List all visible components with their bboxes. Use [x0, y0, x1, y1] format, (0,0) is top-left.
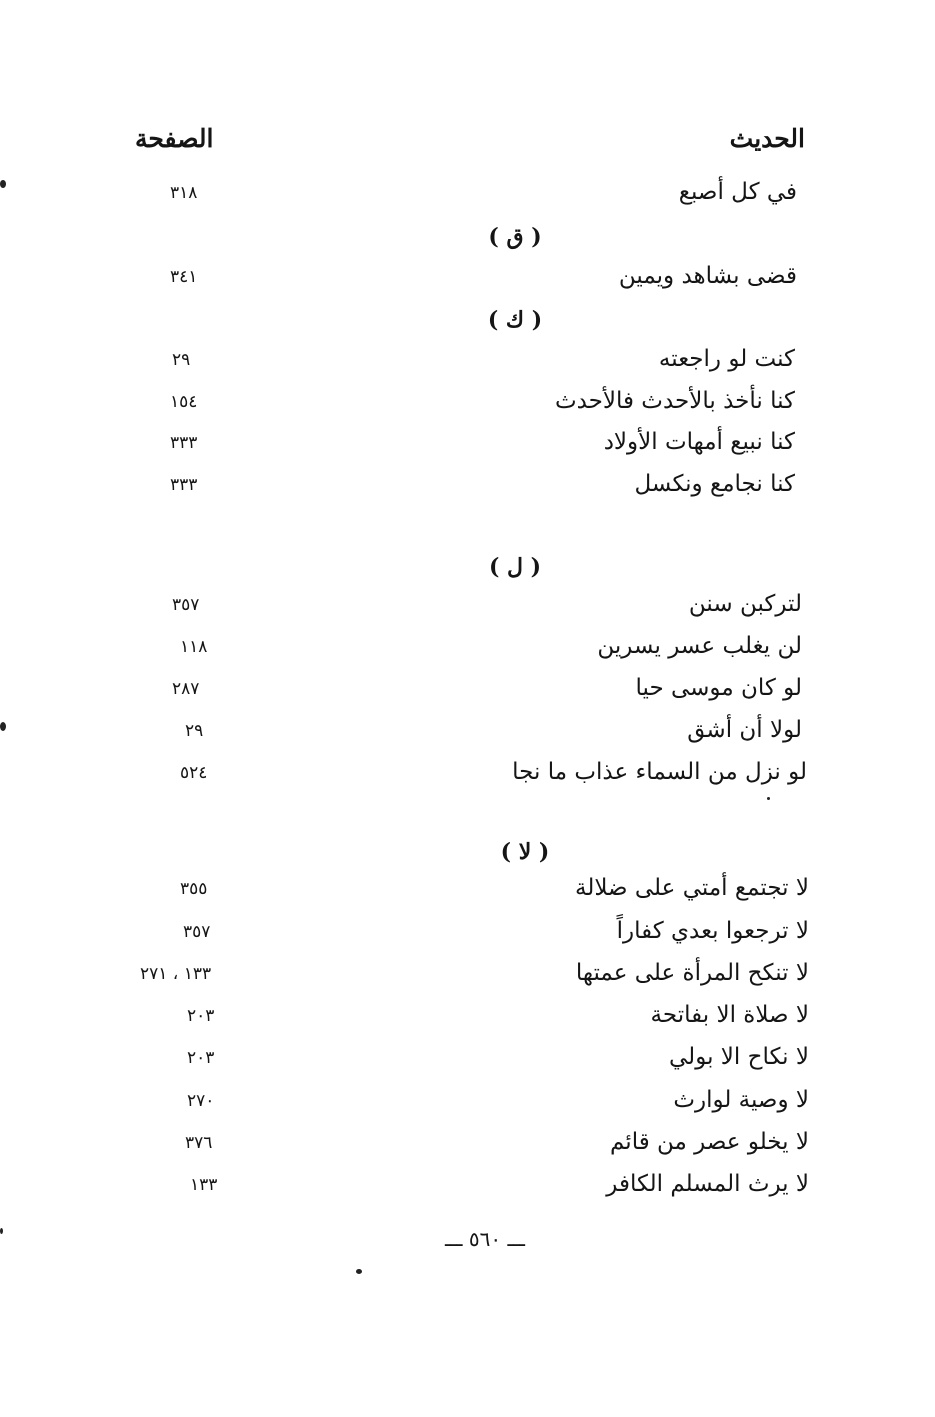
list-item	[0, 710, 935, 750]
list-item	[0, 995, 935, 1035]
scan-speck	[0, 180, 6, 188]
page-number: ٣٥٥	[180, 879, 208, 899]
page-number-footer: ـــ ٥٦٠ ـــ	[444, 1227, 526, 1251]
section-letter-lam: ( ل )	[488, 554, 542, 580]
list-item	[0, 1164, 935, 1204]
list-item	[0, 381, 935, 421]
page-number: ١٥٤	[170, 392, 198, 412]
list-item	[0, 911, 935, 951]
page-number: ٢٨٧	[172, 679, 200, 699]
page-number: ٣٣٣	[170, 433, 198, 453]
list-item	[0, 668, 935, 708]
list-item	[0, 1122, 935, 1162]
hadith-text: لا تجتمع أمتي على ضلالة	[574, 875, 809, 901]
scan-speck	[0, 722, 6, 731]
hadith-text: لا يخلو عصر من قائم	[609, 1129, 809, 1155]
section-letter-lamalif: ( لا )	[500, 839, 550, 865]
page-number: ٢٠٣	[187, 1006, 215, 1026]
hadith-text: لولا أن أشق	[687, 717, 802, 743]
hadith-text: لن يغلب عسر يسرين	[597, 633, 802, 659]
page-number: ٢٧٠	[187, 1091, 215, 1111]
column-header-page: الصفحة	[135, 124, 214, 153]
list-item	[0, 1080, 935, 1120]
scan-speck	[767, 797, 770, 800]
list-item	[0, 626, 935, 666]
list-item	[0, 339, 935, 379]
hadith-text: كنت لو راجعته	[658, 346, 795, 372]
hadith-text: لتركبن سنن	[688, 591, 802, 617]
page-number: ٣٧٦	[185, 1133, 213, 1153]
page-number: ٢٩	[172, 350, 191, 370]
hadith-text: كنا نأخذ بالأحدث فالأحدث	[554, 388, 795, 414]
list-item	[0, 1037, 935, 1077]
list-item	[0, 422, 935, 462]
page-number: ٣٤١	[170, 267, 198, 287]
list-item	[0, 584, 935, 624]
hadith-text: كنا نجامع ونكسل	[634, 471, 795, 497]
page-number: ٢٩	[185, 721, 204, 741]
list-item	[0, 868, 935, 908]
hadith-text: لا يرث المسلم الكافر	[606, 1171, 809, 1197]
hadith-text: في كل أصبع	[678, 179, 797, 205]
scan-speck	[356, 1269, 362, 1274]
hadith-text: لا وصية لوارث	[673, 1087, 809, 1113]
page-number: ١٣٣	[190, 1175, 218, 1195]
hadith-text: لا تنكح المرأة على عمتها	[575, 960, 809, 986]
page-number: ٣٣٣	[170, 475, 198, 495]
hadith-text: قضى بشاهد ويمين	[618, 263, 797, 289]
section-letter-kaf: ( ك )	[487, 307, 543, 333]
list-item	[0, 172, 935, 212]
page-number: ٥٢٤	[180, 763, 208, 783]
page-number: ٣٥٧	[172, 595, 200, 615]
list-item	[0, 256, 935, 296]
page-number: ٣١٨	[170, 183, 198, 203]
hadith-text: لا ترجعوا بعدي كفاراً	[616, 918, 809, 944]
list-item	[0, 464, 935, 504]
page-number: ١١٨	[180, 637, 208, 657]
page-number: ١٣٣ ، ٢٧١	[140, 964, 212, 984]
section-letter-qaf: ( ق )	[488, 224, 542, 250]
hadith-text: لو كان موسى حيا	[635, 675, 802, 701]
hadith-text: لا نكاح الا بولي	[669, 1044, 809, 1070]
page-number: ٢٠٣	[187, 1048, 215, 1068]
hadith-text: لو نزل من السماء عذاب ما نجا	[512, 759, 807, 785]
page-number: ٣٥٧	[183, 922, 211, 942]
hadith-text: لا صلاة الا بفاتحة	[650, 1002, 809, 1028]
list-item	[0, 953, 935, 993]
list-item	[0, 752, 935, 792]
hadith-text: كنا نبيع أمهات الأولاد	[603, 429, 795, 455]
scan-speck	[0, 1228, 3, 1234]
column-header-hadith: الحديث	[729, 124, 805, 153]
